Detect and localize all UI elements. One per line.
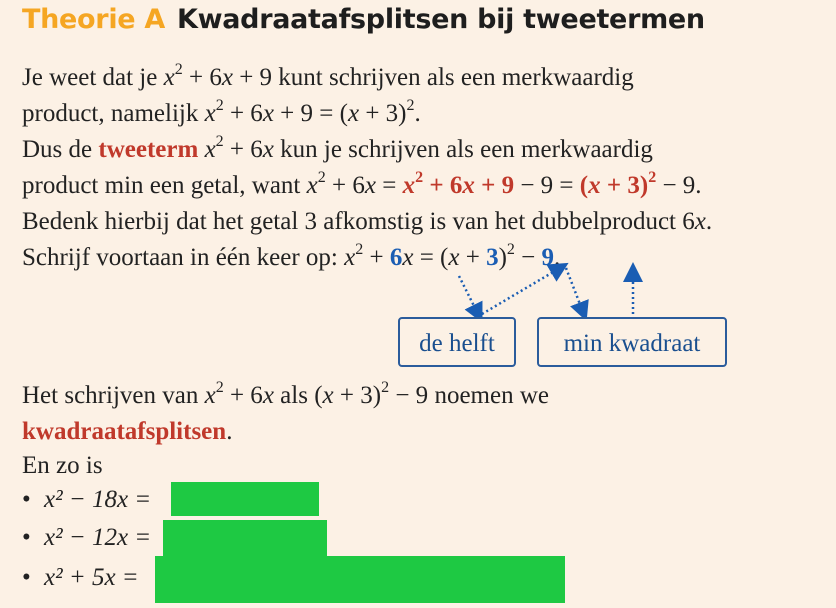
half-label-box: de helft — [398, 317, 516, 367]
formula-identity: $x^2 + 6x + 9 = (x + 3)^2$ — [204, 96, 415, 127]
arrow-six-to-half — [459, 276, 478, 314]
text-span: kunt schrijven als een merkwaardig — [272, 64, 634, 91]
text-span: . — [695, 172, 702, 199]
exercise-item — [22, 562, 139, 594]
exercise-expression: x² − 18x = — [44, 486, 152, 513]
answer-field[interactable] — [155, 556, 565, 603]
arrow-half-to-three — [482, 268, 560, 314]
formula-expression: $x^2 + 6x + 9$ — [163, 60, 273, 91]
answer-field[interactable] — [171, 482, 319, 516]
formula-binomial: $x^2 + 6x$ — [204, 378, 274, 409]
text-span: kun je schrijven als een merkwaardig — [273, 136, 653, 163]
keyword-tweeterm: tweeterm — [98, 136, 199, 163]
answer-field[interactable] — [163, 520, 327, 556]
heading-label: Theorie A — [22, 4, 165, 35]
text-span: Schrijf voortaan in één keer op: — [22, 244, 345, 271]
keyword-kwadraatafsplitsen: kwadraatafsplitsen — [22, 418, 227, 445]
text-span: als — [273, 382, 315, 409]
formula-binomial: $x^2 + 6x$ — [204, 132, 274, 163]
text-span: product min een getal, want — [22, 172, 307, 199]
minus-square-label-box: min kwadraat — [537, 317, 727, 367]
text-span: . — [226, 418, 233, 445]
exercise-expression: x² + 5x = — [44, 564, 139, 591]
text-span: Het schrijven van — [22, 382, 205, 409]
exercise-item — [22, 522, 151, 554]
bullet-icon: • — [22, 524, 31, 551]
text-span: . — [554, 244, 561, 271]
paragraph4-line3: En zo is — [22, 452, 103, 479]
exercise-expression: x² − 12x = — [44, 524, 152, 551]
text-span: . — [705, 208, 713, 235]
heading-title: Kwadraatafsplitsen bij tweetermen — [176, 4, 705, 35]
text-span: Je weet dat je — [22, 64, 164, 91]
formula-completing: $x^2 + 6x = x^2 + 6x + 9 - 9 = (x + 3)^2 - 9$ — [306, 168, 696, 199]
text-span: Bedenk hierbij dat het getal 3 afkomstig is van het dubbelproduct — [22, 208, 683, 235]
exercise-item — [22, 484, 151, 516]
bullet-icon: • — [22, 564, 31, 591]
text-span: noemen we — [428, 382, 549, 409]
formula-result: $(x + 3)^2 - 9$ — [314, 378, 429, 409]
paragraph4-line1 — [22, 380, 549, 412]
paragraph4-line2 — [22, 416, 232, 448]
bullet-icon: • — [22, 486, 31, 513]
arrow-three-to-square — [566, 268, 583, 312]
text-span: Dus de — [22, 136, 99, 163]
text-span: . — [414, 100, 421, 127]
text-span: product, namelijk — [22, 100, 205, 127]
formula-term: 6x — [682, 208, 706, 235]
formula-shortcut: $x^2 + 6x = (x + 3)^2 - 9$ — [344, 240, 555, 271]
